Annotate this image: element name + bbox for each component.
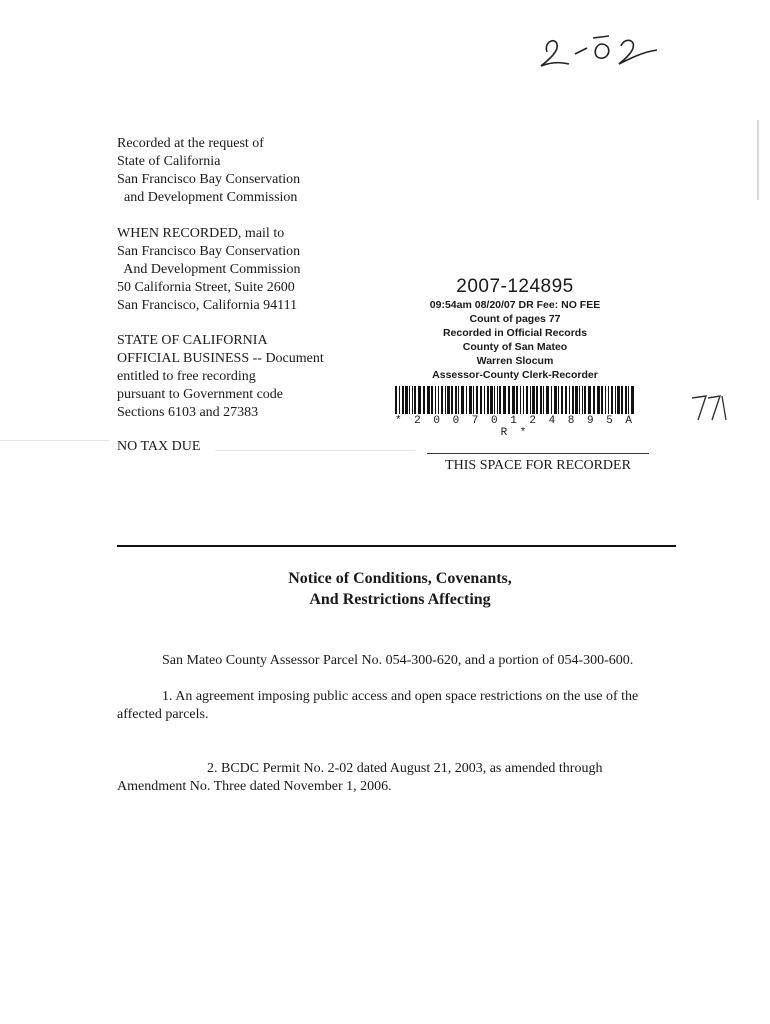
requester-line: State of California [117,154,221,169]
barcode-bar [575,386,578,414]
tax-status: NO TAX DUE [117,439,201,454]
barcode-bar [508,386,510,414]
official-business-line: STATE OF CALIFORNIA [117,333,268,348]
barcode-bar [409,386,410,414]
recording-time-fee: 09:54am 08/20/07 DR Fee: NO FEE [429,299,601,311]
mail-to-line: San Francisco Bay Conservation [117,244,301,259]
official-business-block [117,332,324,422]
barcode-bar [593,386,595,414]
barcode-bar [572,386,574,414]
scan-mark [0,440,110,441]
recorder-space-rule [427,453,649,454]
barcode-bar [402,386,404,414]
item-1-paragraph [117,688,687,724]
barcode-bar [532,386,535,414]
barcode-bar [526,386,528,414]
barcode-bar [523,386,524,414]
item-2-line-2: Amendment No. Three dated November 1, 2006. [117,779,392,794]
mail-to-line: 50 California Street, Suite 2600 [117,280,295,295]
barcode-bar [441,386,443,414]
county: County of San Mateo [462,341,568,353]
barcode-bar [601,386,603,414]
barcode-bar [480,386,482,414]
title-line-1: Notice of Conditions, Covenants, [288,570,512,587]
barcode-bar [499,386,501,414]
handwritten-page-count [688,390,734,424]
official-business-line: Sections 6103 and 27383 [117,405,259,420]
barcode-bar [494,386,495,414]
item-2-paragraph [117,760,677,796]
item-1-line-1: 1. An agreement imposing public access and open space restrictions on the use of the [162,689,639,704]
barcode-bar [423,386,425,414]
barcode-bar [438,386,439,414]
barcode-bar [466,386,467,414]
scan-mark [215,450,415,451]
barcode-bar [455,386,457,414]
document-title [200,568,600,610]
mail-to-line: WHEN RECORDED, mail to [117,226,285,241]
barcode-bar [597,386,600,414]
document-number: 2007-124895 [456,276,574,297]
barcode-bar [418,386,421,414]
requester-block [117,135,300,207]
handwritten-file-number [535,22,665,72]
barcode-bar [431,386,433,414]
requester-line: San Francisco Bay Conservation [117,172,301,187]
barcode-bar [617,386,620,414]
barcode-bar [631,386,634,414]
barcode-bar [435,386,436,414]
barcode-bar [490,386,493,414]
barcode-bar [546,386,549,414]
section-divider [117,545,676,547]
barcode-bar [579,386,580,414]
title-line-2: And Restrictions Affecting [309,591,491,608]
barcode-bar [530,386,531,414]
barcode-bar [445,386,446,414]
barcode-bar [605,386,606,414]
barcode-text: * 2 0 0 7 0 1 2 4 8 9 5 A R * [394,415,636,439]
barcode-bar [536,386,538,414]
barcode-bar [628,386,629,414]
handwritten-side-note: 77 [688,423,689,424]
barcode-bar [615,386,616,414]
barcode-bar [414,386,416,414]
barcode-bar [588,386,591,414]
recorded-in: Recorded in Official Records [442,327,588,339]
barcode-bar [558,386,559,414]
barcode-bar [458,386,459,414]
page-count: Count of pages 77 [469,313,561,325]
handwritten-top-note: 2-02 [535,71,537,72]
barcode-bar [561,386,563,414]
item-2-line-1: 2. BCDC Permit No. 2-02 dated August 21, 2003, as amended through [207,761,603,776]
recorder-name: Warren Slocum [476,355,554,367]
barcode-bar [405,386,408,414]
barcode-bar [473,386,474,414]
barcode-bar [503,386,506,414]
barcode-bar [582,386,583,414]
barcode-bar [427,386,430,414]
barcode-bar [543,386,544,414]
recorder-space-label: THIS SPACE FOR RECORDER [445,458,631,473]
barcode-bar [461,386,464,414]
requester-line: and Development Commission [117,190,298,205]
barcode-bar [516,386,518,414]
barcode-bar [484,386,485,414]
barcode-bar [625,386,627,414]
barcode-bar [551,386,552,414]
barcode-bar [395,386,397,414]
barcode-bar [512,386,515,414]
barcode-bar [469,386,472,414]
mail-to-block [117,225,301,315]
barcode-bar [487,386,489,414]
barcode-bar [451,386,453,414]
mail-to-line: San Francisco, California 94111 [117,298,298,313]
barcode-bar [476,386,478,414]
recorder-stamp [390,276,640,382]
scan-mark [757,120,759,200]
official-business-line: pursuant to Government code [117,387,284,402]
barcode-bar [554,386,557,414]
item-1-line-2: affected parcels. [117,707,209,722]
barcode-bar [569,386,570,414]
mail-to-line: And Development Commission [117,262,301,277]
barcode [395,386,635,414]
barcode-bar [412,386,413,414]
barcode-bar [520,386,521,414]
barcode-bar [540,386,542,414]
requester-line: Recorded at the request of [117,136,264,151]
barcode-bar [447,386,450,414]
official-business-line: OFFICIAL BUSINESS -- Document [117,351,324,366]
barcode-bar [621,386,623,414]
parcel-paragraph: San Mateo County Assessor Parcel No. 054-300-620, and a portion of 054-300-600. [162,653,634,668]
barcode-bar [608,386,609,414]
barcode-bar [497,386,498,414]
recorder-title: Assessor-County Clerk-Recorder [432,369,598,381]
official-business-line: entitled to free recording [117,369,256,384]
barcode-bar [584,386,586,414]
barcode-bar [611,386,613,414]
barcode-bar [399,386,400,414]
barcode-bar [565,386,567,414]
